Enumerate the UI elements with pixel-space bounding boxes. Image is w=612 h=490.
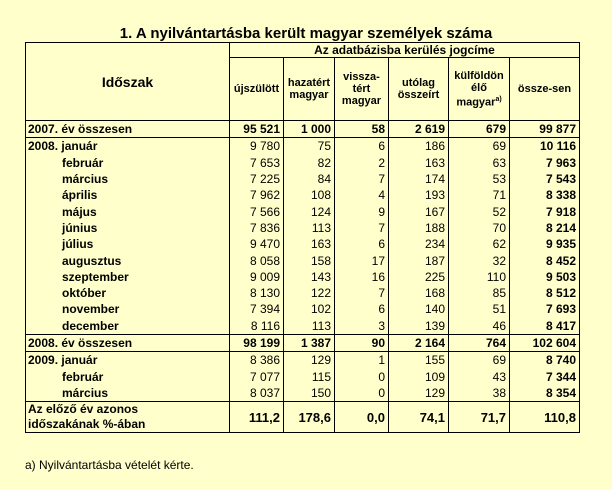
- table-row: [26, 155, 580, 171]
- cell-value: 168: [389, 285, 449, 301]
- row-label: május: [26, 203, 230, 219]
- header-col-later-registered: utólag összeírt: [389, 58, 449, 121]
- cell-value: 113: [284, 220, 335, 236]
- table-row: [26, 187, 580, 203]
- cell-value: 69: [449, 138, 510, 155]
- cell-value: 234: [389, 236, 449, 252]
- cell-value: 163: [389, 155, 449, 171]
- table-row: [26, 203, 580, 219]
- table-row: [26, 269, 580, 285]
- cell-value: 9 470: [230, 236, 284, 252]
- percent-value: 178,6: [284, 402, 335, 433]
- cell-value: 102: [284, 301, 335, 317]
- cell-value: 7 918: [510, 203, 580, 219]
- table-row: [26, 121, 580, 138]
- cell-value: 764: [449, 334, 510, 351]
- cell-value: 8 116: [230, 318, 284, 335]
- cell-value: 1 387: [284, 334, 335, 351]
- cell-value: 108: [284, 187, 335, 203]
- table-body: [26, 121, 580, 433]
- cell-value: 38: [449, 385, 510, 402]
- cell-value: 58: [335, 121, 389, 138]
- percent-row-label: [26, 402, 230, 433]
- cell-value: 98 199: [230, 334, 284, 351]
- header-period: Időszak: [26, 43, 230, 121]
- cell-value: 7 566: [230, 203, 284, 219]
- cell-value: 53: [449, 171, 510, 187]
- cell-value: 16: [335, 269, 389, 285]
- row-label: szeptember: [26, 269, 230, 285]
- cell-value: 90: [335, 334, 389, 351]
- cell-value: 8 058: [230, 252, 284, 268]
- cell-value: 8 338: [510, 187, 580, 203]
- cell-value: 9 935: [510, 236, 580, 252]
- cell-value: 3: [335, 318, 389, 335]
- table-title: 1. A nyilvántartásba került magyar személyek száma: [119, 25, 493, 42]
- header-col-newborn: újszülött: [230, 58, 284, 121]
- cell-value: 188: [389, 220, 449, 236]
- row-label: július: [26, 236, 230, 252]
- cell-value: 6: [335, 236, 389, 252]
- row-label: március: [26, 171, 230, 187]
- cell-value: 8 214: [510, 220, 580, 236]
- cell-value: 7 836: [230, 220, 284, 236]
- cell-value: 113: [284, 318, 335, 335]
- cell-value: 225: [389, 269, 449, 285]
- cell-value: 129: [389, 385, 449, 402]
- table-row: [26, 285, 580, 301]
- cell-value: 2 619: [389, 121, 449, 138]
- cell-value: 99 877: [510, 121, 580, 138]
- row-label: október: [26, 285, 230, 301]
- cell-value: 7 653: [230, 155, 284, 171]
- cell-value: 46: [449, 318, 510, 335]
- cell-value: 1 000: [284, 121, 335, 138]
- cell-value: 8 386: [230, 352, 284, 369]
- cell-value: 7 963: [510, 155, 580, 171]
- cell-value: 122: [284, 285, 335, 301]
- percent-label-line1: Az előző év azonos: [28, 402, 139, 417]
- header-col-abroad: [449, 58, 510, 121]
- table-row: [26, 138, 580, 155]
- cell-value: 155: [389, 352, 449, 369]
- cell-value: 51: [449, 301, 510, 317]
- cell-value: 71: [449, 187, 510, 203]
- row-label: 2008. január: [26, 138, 230, 155]
- footnote-mark: a): [495, 95, 502, 103]
- cell-value: 6: [335, 138, 389, 155]
- row-label: február: [26, 155, 230, 171]
- row-label: június: [26, 220, 230, 236]
- cell-value: 7 077: [230, 368, 284, 384]
- cell-value: 8 452: [510, 252, 580, 268]
- cell-value: 10 116: [510, 138, 580, 155]
- row-label: november: [26, 301, 230, 317]
- row-label: augusztus: [26, 252, 230, 268]
- header-group: Az adatbázisba kerülés jogcíme: [230, 43, 580, 58]
- percent-value: 111,2: [230, 402, 284, 433]
- table-row: [26, 220, 580, 236]
- cell-value: 193: [389, 187, 449, 203]
- cell-value: 7: [335, 220, 389, 236]
- cell-value: 1: [335, 352, 389, 369]
- cell-value: 9 503: [510, 269, 580, 285]
- table-row: [26, 236, 580, 252]
- footnote: a) Nyilvántartásba vételét kérte.: [25, 458, 194, 472]
- cell-value: 69: [449, 352, 510, 369]
- cell-value: 186: [389, 138, 449, 155]
- table-row: [26, 352, 580, 369]
- row-label: 2007. év összesen: [26, 121, 230, 138]
- cell-value: 187: [389, 252, 449, 268]
- header-col-returned: hazatért magyar: [284, 58, 335, 121]
- cell-value: 7 693: [510, 301, 580, 317]
- cell-value: 75: [284, 138, 335, 155]
- table-row: [26, 252, 580, 268]
- cell-value: 8 512: [510, 285, 580, 301]
- cell-value: 150: [284, 385, 335, 402]
- cell-value: 7 962: [230, 187, 284, 203]
- table-row: [26, 171, 580, 187]
- row-label: december: [26, 318, 230, 335]
- cell-value: 140: [389, 301, 449, 317]
- cell-value: 62: [449, 236, 510, 252]
- percent-value: 71,7: [449, 402, 510, 433]
- row-label: 2009. január: [26, 352, 230, 369]
- cell-value: 84: [284, 171, 335, 187]
- cell-value: 8 354: [510, 385, 580, 402]
- header-col-abroad-label: külföldön élő magyar: [454, 69, 504, 109]
- cell-value: 8 417: [510, 318, 580, 335]
- data-table: [25, 42, 580, 433]
- cell-value: 32: [449, 252, 510, 268]
- cell-value: 9 780: [230, 138, 284, 155]
- cell-value: 9: [335, 203, 389, 219]
- cell-value: 167: [389, 203, 449, 219]
- cell-value: 7 394: [230, 301, 284, 317]
- cell-value: 52: [449, 203, 510, 219]
- row-label: február: [26, 368, 230, 384]
- cell-value: 2 164: [389, 334, 449, 351]
- cell-value: 7 344: [510, 368, 580, 384]
- cell-value: 8 740: [510, 352, 580, 369]
- cell-value: 102 604: [510, 334, 580, 351]
- cell-value: 9 009: [230, 269, 284, 285]
- cell-value: 4: [335, 187, 389, 203]
- percent-value: 110,8: [510, 402, 580, 433]
- cell-value: 143: [284, 269, 335, 285]
- cell-value: 174: [389, 171, 449, 187]
- cell-value: 115: [284, 368, 335, 384]
- cell-value: 679: [449, 121, 510, 138]
- percent-row: [26, 402, 580, 433]
- cell-value: 8 037: [230, 385, 284, 402]
- cell-value: 2: [335, 155, 389, 171]
- cell-value: 163: [284, 236, 335, 252]
- table-row: [26, 385, 580, 402]
- percent-value: 0,0: [335, 402, 389, 433]
- percent-value: 74,1: [389, 402, 449, 433]
- table-row: [26, 334, 580, 351]
- cell-value: 7 225: [230, 171, 284, 187]
- row-label: április: [26, 187, 230, 203]
- cell-value: 7 543: [510, 171, 580, 187]
- cell-value: 95 521: [230, 121, 284, 138]
- cell-value: 0: [335, 368, 389, 384]
- cell-value: 7: [335, 171, 389, 187]
- cell-value: 82: [284, 155, 335, 171]
- cell-value: 110: [449, 269, 510, 285]
- header-col-re-returned: vissza-tért magyar: [335, 58, 389, 121]
- cell-value: 158: [284, 252, 335, 268]
- cell-value: 85: [449, 285, 510, 301]
- cell-value: 70: [449, 220, 510, 236]
- row-label: 2008. év összesen: [26, 334, 230, 351]
- cell-value: 7: [335, 285, 389, 301]
- cell-value: 8 130: [230, 285, 284, 301]
- row-label: március: [26, 385, 230, 402]
- cell-value: 0: [335, 385, 389, 402]
- cell-value: 109: [389, 368, 449, 384]
- table-row: [26, 368, 580, 384]
- percent-label-line2: időszakának %-ában: [28, 417, 146, 432]
- cell-value: 124: [284, 203, 335, 219]
- cell-value: 63: [449, 155, 510, 171]
- cell-value: 129: [284, 352, 335, 369]
- cell-value: 17: [335, 252, 389, 268]
- table-row: [26, 301, 580, 317]
- table-row: [26, 318, 580, 335]
- cell-value: 139: [389, 318, 449, 335]
- cell-value: 43: [449, 368, 510, 384]
- cell-value: 6: [335, 301, 389, 317]
- header-col-total: össze-sen: [510, 58, 580, 121]
